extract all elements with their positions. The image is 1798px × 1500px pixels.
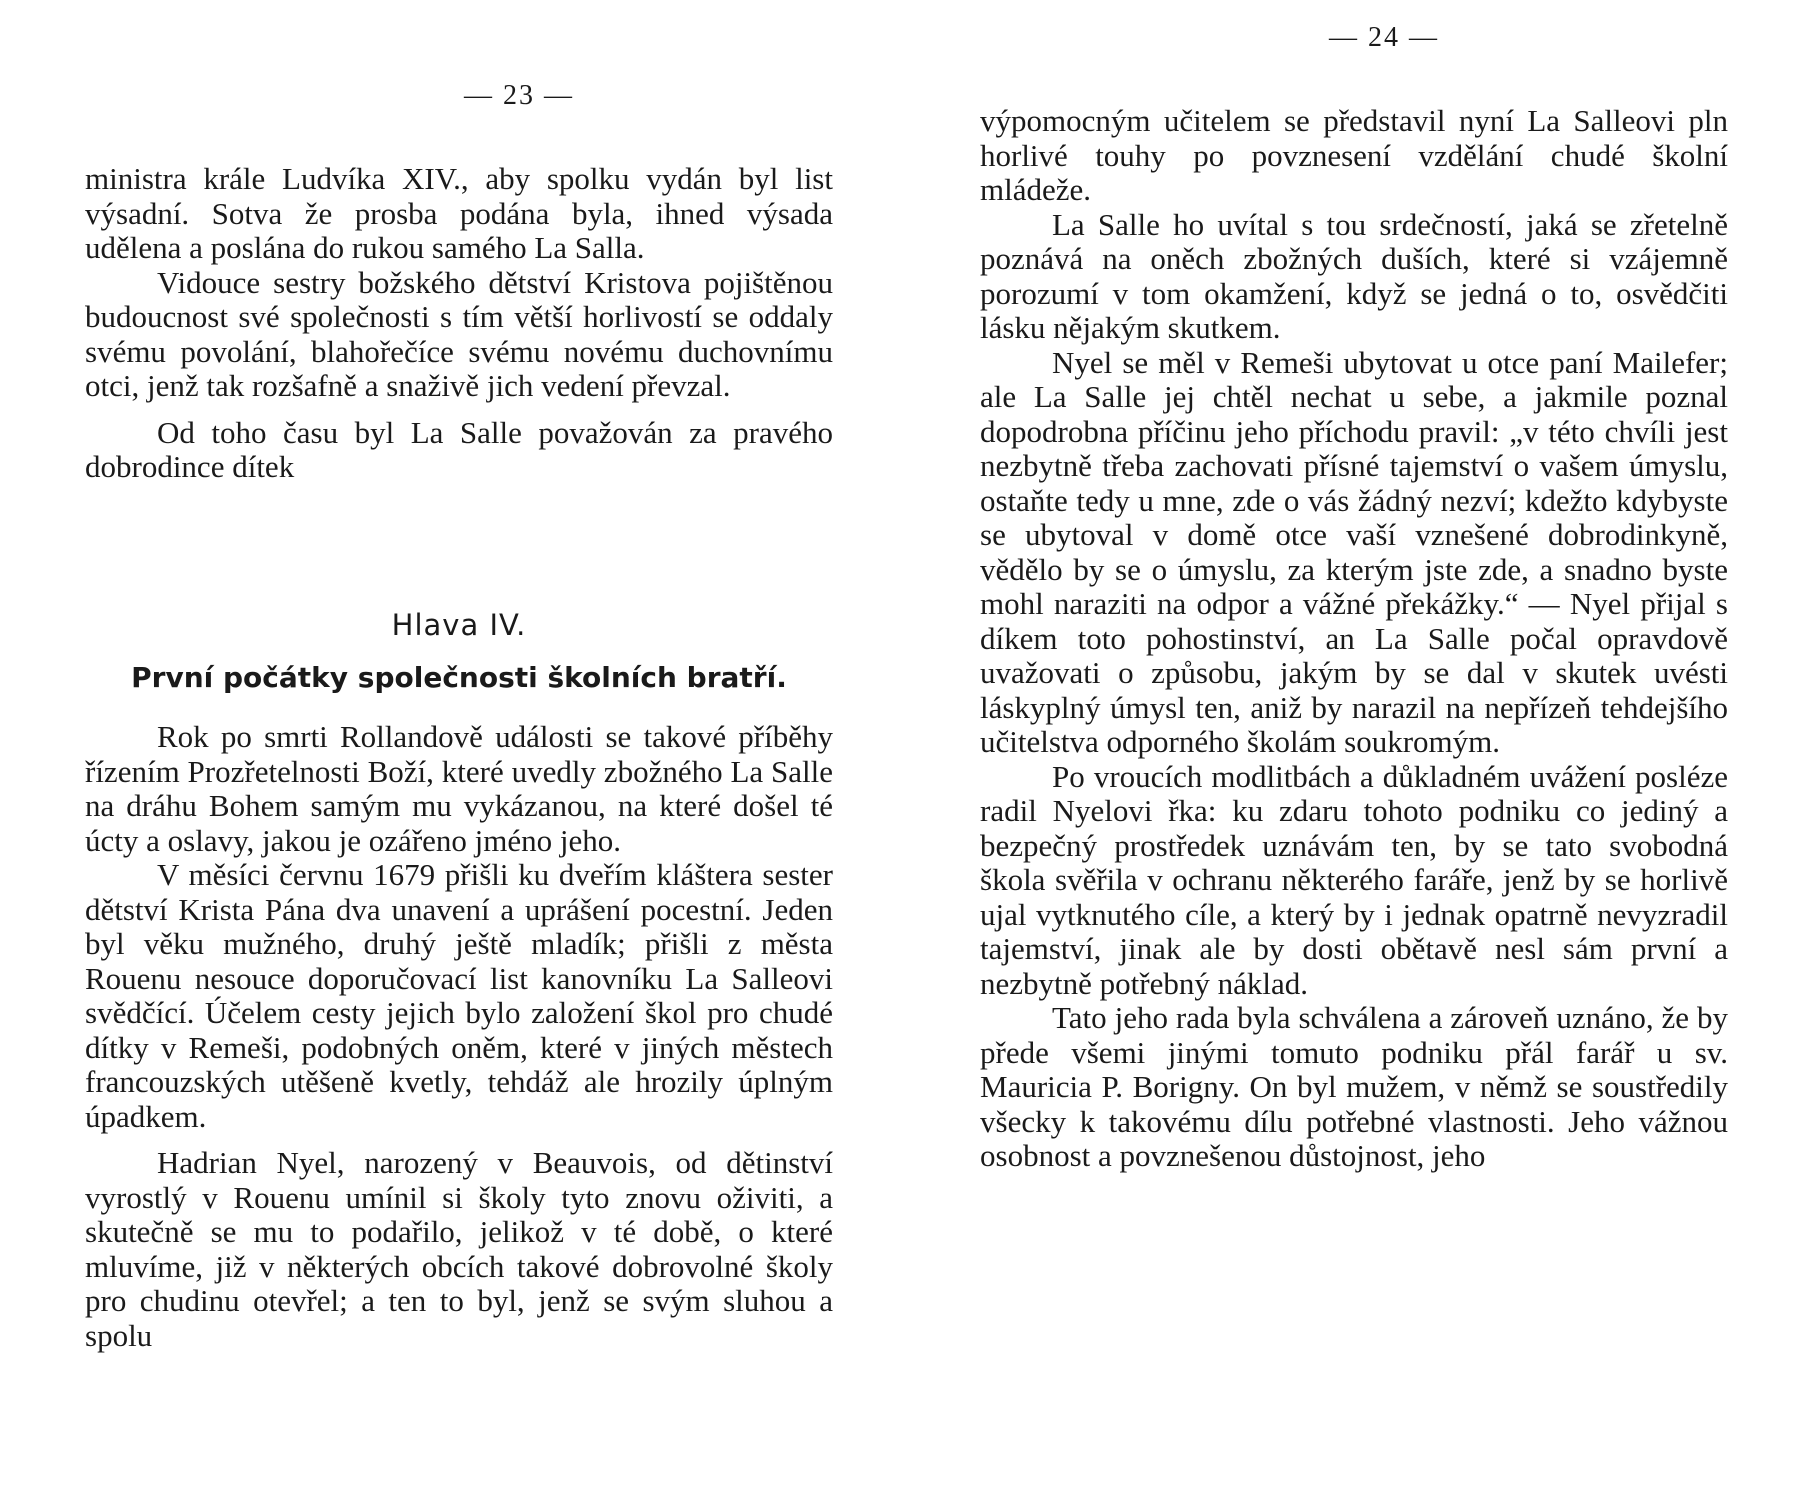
right-text	[980, 104, 1728, 1174]
chapter-title: První počátky společnosti školních bratří.	[131, 661, 787, 694]
right-page	[980, 0, 1728, 1500]
paragraph: Rok po smrti Rollandově události se takové příběhy řízením Prozřetelnosti Boží, které uvedly zbožného La Salle na dráhu Bohem samým mu vykázanou, na které došel té úcty a oslavy, jakou je ozářeno jméno jeho.	[85, 719, 833, 858]
paragraph: Tato jeho rada byla schválena a zároveň uznáno, že by přede všemi jinými tomuto podniku přál farář u sv. Mauricia P. Borigny. On byl mužem, v němž se soustředily všecky k takovému dílu potřebné vlastnosti. Jeho vážnou osobnost a povznešenou důstojnost, jeho	[980, 1000, 1728, 1173]
paragraph: Vidouce sestry božského dětství Kristova pojištěnou budoucnost své společnosti s tím větší horlivostí se oddaly svému povolání, blahořečíce svému novému duchovnímu otci, jenž tak rozšafně a snaživě jich vedení převzal.	[85, 264, 833, 403]
paragraph: Po vroucích modlitbách a důkladném uvážení posléze radil Nyelovi řka: ku zdaru tohoto podniku co jediný a bezpečný prostředek uznávám ten, by se tato svobodná škola svěřila v ochranu některého faráře, jenž by se horlivě ujal vytknutého cíle, a který by i jednak opatrně nevyzradil tajemství, jinak ale by dosti obětavě nesl sám první a nezbytně potřebný náklad.	[980, 758, 1728, 1001]
left-page	[85, 0, 833, 1500]
paragraph: Nyel se měl v Remeši ubytovat u otce paní Mailefer; ale La Salle jej chtěl nechat u sebe, a jakmile poznal dopodrobna příčinu jeho příchodu pravil: „v této chvíli jest nezbytně třeba zachovati přísné tajemství o vašem úmyslu, ostaňte tedy u mne, zde o vás žádný nezví; kdežto kdybyste se ubytoval v domě otce vaší vznešené dobrodinkyně, vědělo by se o úmyslu, za kterým jste zde, a snadno byste mohl naraziti na odpor a vážné překážky.“ — Nyel přijal s díkem toto pohostinství, an La Salle počal opravdově uvažovati o způsobu, jakým by se dal v skutek uvésti láskyplný úmysl ten, aniž by narazil na nepřízeň tehdejšího učitelstva odporného školám soukromým.	[980, 344, 1728, 759]
left-text-before-heading	[85, 162, 833, 485]
left-text-after-heading	[85, 720, 833, 1353]
paragraph: V měsíci červnu 1679 přišli ku dveřím kláštera sester dětství Krista Pána dva unavení a uprášení pocestní. Jeden byl věku mužného, druhý ještě mladík; přišli z města Rouenu nesouce doporučovací list kanovníku La Salleovi svědčící. Účelem cesty jejich bylo založení škol pro chudé dítky v Remeši, podobných oněm, které v jiných městech francouzských utěšeně kvetly, tehdáž ale hrozily úplným úpadkem.	[85, 857, 833, 1134]
page-number-right: — 24 —	[1329, 22, 1439, 53]
paragraph: výpomocným učitelem se představil nyní La Salleovi pln horlivé touhy po povznesení vzdělání chudé školní mládeže.	[980, 103, 1728, 207]
paragraph: La Salle ho uvítal s tou srdečností, jaká se zřetelně poznává na oněch zbožných duších, které si vzájemně porozumí v tom okamžení, když se jedná o to, osvědčiti lásku nějakým skutkem.	[980, 206, 1728, 345]
page-number-left: — 23 —	[464, 80, 574, 111]
chapter-number: Hlava IV.	[391, 608, 527, 642]
paragraph: Od toho času byl La Salle považován za pravého dobrodince dítek	[85, 414, 833, 484]
paragraph: ministra krále Ludvíka XIV., aby spolku vydán byl list výsadní. Sotva že prosba podána byla, ihned výsada udělena a poslána do rukou samého La Salla.	[85, 161, 833, 265]
paragraph: Hadrian Nyel, narozený v Beauvois, od dětinství vyrostlý v Rouenu umínil si školy tyto znovu oživiti, a skutečně se mu to podařilo, jelikož v té době, o které mluvíme, již v některých obcích takové dobrovolné školy pro chudinu otevřel; a ten to byl, jenž se svým sluhou a spolu	[85, 1145, 833, 1353]
